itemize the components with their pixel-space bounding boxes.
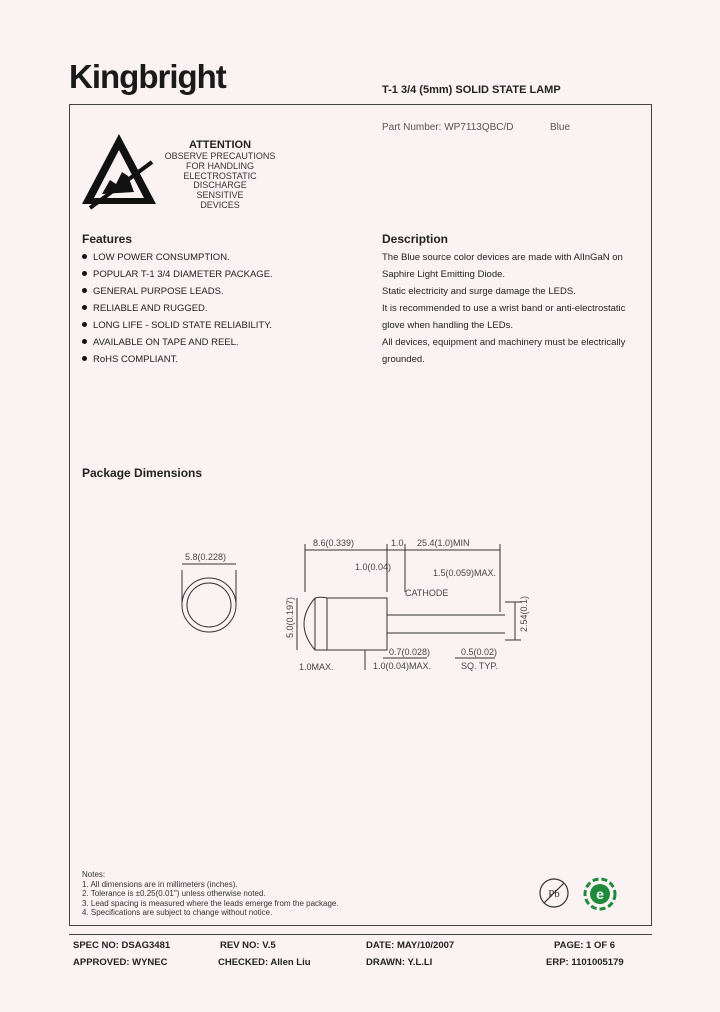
feature-text: POPULAR T-1 3/4 DIAMETER PACKAGE. [93, 269, 273, 280]
bullet-icon [82, 305, 87, 310]
notes-line: 3. Lead spacing is measured where the leads emerge from the package. [82, 898, 339, 908]
bullet-icon [82, 254, 87, 259]
attention-line: DISCHARGE [193, 180, 247, 191]
bullet-icon [82, 322, 87, 327]
pb-label: Pb [548, 888, 560, 900]
dim-bottom-sq: SQ. TYP. [461, 661, 498, 671]
bullet-icon [82, 356, 87, 361]
feature-item [82, 337, 273, 354]
dim-cathode: CATHODE [405, 588, 449, 598]
dim-top-mid: 1.0 [391, 538, 404, 548]
description-line: grounded. [382, 354, 425, 365]
description-text [382, 252, 644, 371]
datasheet-frame [69, 104, 652, 926]
description-line: glove when handling the LEDs. [382, 320, 513, 331]
dim-top-left: 8.6(0.339) [313, 538, 355, 548]
bullet-icon [82, 271, 87, 276]
led-top-view-inner [187, 583, 231, 627]
checked-by: CHECKED: Allen Liu [218, 957, 311, 968]
notes-line: 4. Specifications are subject to change without notice. [82, 908, 273, 917]
part-color: Blue [550, 122, 571, 133]
dim-bottom-d: 1.0MAX. [299, 662, 334, 672]
package-dimensions-drawing [165, 530, 545, 680]
document-title: T-1 3/4 (5mm) SOLID STATE LAMP [382, 84, 561, 96]
feature-item [82, 303, 273, 320]
feature-text: RoHS COMPLIANT. [93, 354, 178, 365]
description-line: It is recommended to use a wrist band or anti-electrostatic [382, 303, 626, 314]
part-number: Part Number: WP7113QBC/D [382, 122, 514, 133]
dim-height: 5.0(0.197) [285, 596, 295, 638]
notes-line: Notes: [82, 870, 106, 879]
date: DATE: MAY/10/2007 [366, 940, 455, 951]
features-heading: Features [82, 232, 133, 246]
dim-side-right: 2.54(0.1) [519, 595, 529, 632]
bullet-icon [82, 339, 87, 344]
attention-line: FOR HANDLING [185, 160, 254, 171]
attention-line: OBSERVE PRECAUTIONS [164, 151, 276, 161]
dim-top-right: 25.4(1.0)MIN [417, 538, 470, 548]
approved-by: APPROVED: WYNEC [73, 957, 168, 968]
attention-text [150, 152, 290, 211]
feature-text: RELIABLE AND RUGGED. [93, 303, 208, 314]
led-side-dome [315, 597, 327, 650]
attention-line: SENSITIVE [196, 190, 244, 201]
dim-top-small: 1.0(0.04) [355, 562, 392, 572]
drawn-by: DRAWN: Y.L.LI [366, 957, 433, 968]
dim-bottom-c: 1.0(0.04)MAX. [373, 661, 432, 671]
notes-line: 1. All dimensions are in millimeters (inches). [82, 879, 238, 889]
description-line: Saphire Light Emitting Diode. [382, 269, 506, 280]
dim-bottom-b: 0.5(0.02) [461, 647, 498, 657]
attention-line: DEVICES [200, 199, 240, 210]
dim-body-diameter: 5.8(0.228) [185, 552, 227, 562]
feature-item [82, 286, 273, 303]
rev-no: REV NO: V.5 [220, 940, 276, 951]
features-list [82, 252, 273, 371]
feature-text: AVAILABLE ON TAPE AND REEL. [93, 337, 239, 348]
esd-warning-icon [80, 132, 158, 212]
bullet-icon [82, 288, 87, 293]
dim-lead-pitch: 1.5(0.059)MAX. [433, 568, 497, 578]
spec-no: SPEC NO: DSAG3481 [73, 940, 171, 951]
description-line: All devices, equipment and machinery must be electrically [382, 337, 626, 348]
feature-item [82, 354, 273, 371]
rohs-e-icon [582, 876, 618, 912]
feature-item [82, 269, 273, 286]
feature-text: LONG LIFE - SOLID STATE RELIABILITY. [93, 320, 272, 331]
description-line: The Blue source color devices are made with AlInGaN on [382, 252, 623, 263]
led-top-view-outer [182, 578, 236, 632]
e-label: e [596, 886, 604, 902]
description-heading: Description [382, 232, 449, 246]
erp-number: ERP: 1101005179 [546, 957, 624, 968]
kingbright-logo: Kingbright [69, 58, 226, 95]
lead-free-icon [537, 876, 571, 910]
description-line: Static electricity and surge damage the LEDS. [382, 286, 576, 297]
attention-title: ATTENTION [188, 139, 252, 151]
dim-bottom-a: 0.7(0.028) [389, 647, 431, 657]
package-dimensions-heading: Package Dimensions [82, 466, 203, 480]
attention-line: ELECTROSTATIC [183, 170, 257, 181]
notes [82, 870, 339, 918]
page-number: PAGE: 1 OF 6 [554, 940, 616, 951]
notes-line: 2. Tolerance is ±0.25(0.01") unless otherwise noted. [82, 889, 266, 898]
footer-divider [69, 934, 652, 935]
feature-text: LOW POWER CONSUMPTION. [93, 252, 230, 263]
feature-item [82, 252, 273, 269]
feature-item [82, 320, 273, 337]
feature-text: GENERAL PURPOSE LEADS. [93, 286, 224, 297]
